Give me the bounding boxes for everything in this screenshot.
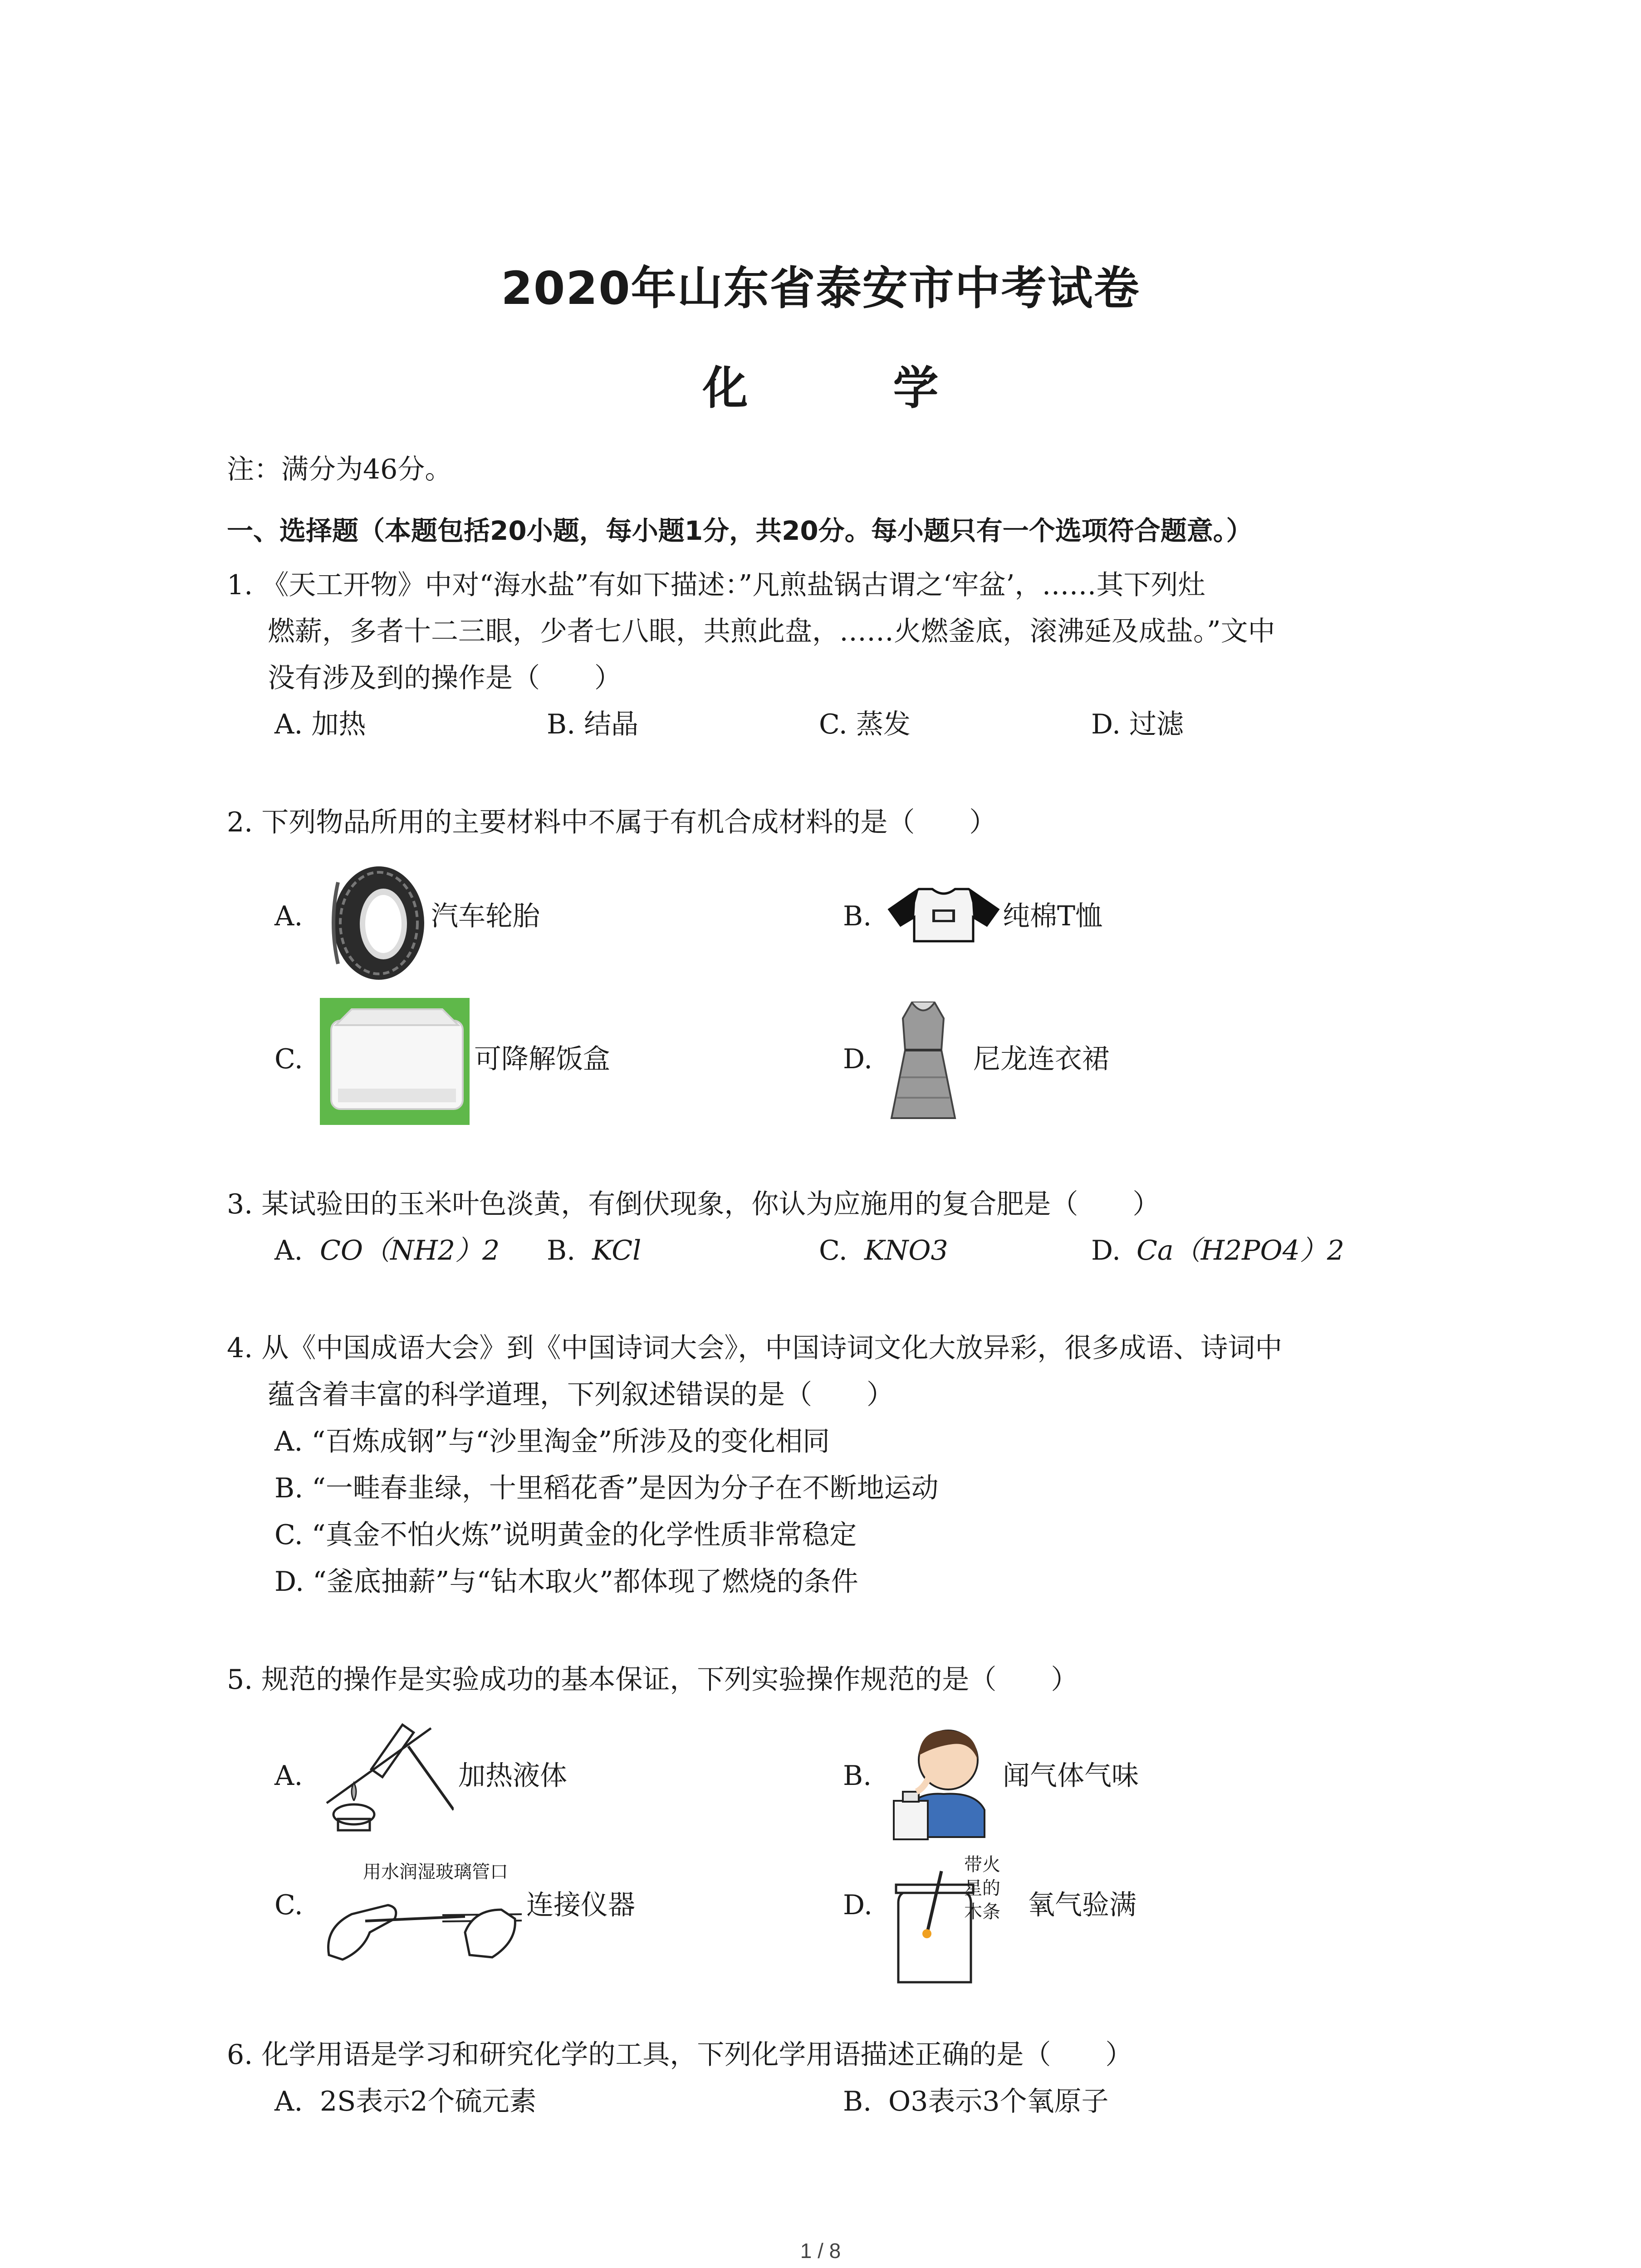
q3-option-a: CO（NH2）2 [320,1235,500,1266]
q5-letter-a: A. [274,1760,303,1792]
q1-line-3: 没有涉及到的操作是（ ） [268,662,622,694]
subject-title: 化 学 [702,362,989,415]
heating-liquid-image [318,1719,454,1833]
q6-option-a: 2S表示2个硫元素 [320,2086,537,2117]
q6-stem: 6. 化学用语是学习和研究化学的工具，下列化学用语描述正确的是（ ） [227,2039,1133,2071]
foam-box-image [320,998,470,1125]
q2-label-c: 可降解饭盒 [474,1043,610,1075]
q3-option-c: KNO3 [864,1235,948,1266]
q5-letter-c: C. [274,1889,303,1921]
q3-option-d: Ca（H2PO4）2 [1136,1235,1345,1266]
q5-caption-d [964,1853,1000,1924]
q5-caption-c: 用水润湿玻璃管口 [363,1862,508,1882]
caption-d-line-1: 带火 [964,1855,1000,1875]
q4-option-d: D. “釜底抽薪”与“钻木取火”都体现了燃烧的条件 [274,1566,858,1598]
connecting-apparatus-image [320,1878,524,1964]
q2-label-d: 尼龙连衣裙 [973,1043,1109,1075]
q2-letter-c: C. [274,1043,303,1075]
caption-d-line-3: 木条 [964,1902,1000,1922]
q3-letter-a: A. [274,1235,303,1266]
q5-label-c: 连接仪器 [526,1889,635,1921]
tire-image [320,864,429,982]
page-title: 2020年山东省泰安市中考试卷 [501,262,1140,315]
q6-letter-b: B. [843,2086,872,2117]
q5-stem: 5. 规范的操作是实验成功的基本保证，下列实验操作规范的是（ ） [227,1664,1078,1696]
q3-letter-d: D. [1091,1235,1121,1266]
q2-letter-a: A. [274,900,303,932]
q5-letter-b: B. [843,1760,872,1792]
score-note: 注：满分为46分。 [227,454,452,485]
q4-option-b: B. “一畦春韭绿，十里稻花香”是因为分子在不断地运动 [274,1472,939,1504]
tshirt-image [887,885,1000,943]
q3-letter-c: C. [819,1235,847,1266]
dress-image [887,1000,960,1123]
q5-label-b: 闻气体气味 [1003,1760,1139,1792]
q1-option-a: A. 加热 [274,709,366,740]
page-number: 1 / 8 [800,2239,841,2263]
q1-option-b: B. 结晶 [547,709,639,740]
q3-option-b: KCl [592,1235,642,1266]
q5-letter-d: D. [843,1889,873,1921]
q1-option-c: C. 蒸发 [819,709,911,740]
q1-option-d: D. 过滤 [1091,709,1184,740]
q4-line-1: 4. 从《中国成语大会》到《中国诗词大会》，中国诗词文化大放异彩，很多成语、诗词中 [227,1332,1283,1364]
q2-letter-d: D. [843,1043,873,1075]
q2-stem: 2. 下列物品所用的主要材料中不属于有机合成材料的是（ ） [227,807,997,838]
q6-option-b: O3表示3个氧原子 [888,2086,1109,2117]
section-heading: 一、选择题（本题包括20小题，每小题1分，共20分。每小题只有一个选项符合题意。） [227,515,1253,546]
caption-d-line-2: 星的 [964,1878,1000,1898]
q6-letter-a: A. [274,2086,303,2117]
smelling-gas-image [889,1719,998,1842]
q4-option-c: C. “真金不怕火炼”说明黄金的化学性质非常稳定 [274,1519,857,1551]
q1-line-2: 燃薪，多者十二三眼，少者七八眼，共煎此盘，……火燃釜底，滚沸延及成盐。”文中 [268,616,1275,647]
q4-line-2: 蕴含着丰富的科学道理，下列叙述错误的是（ ） [268,1379,894,1411]
q5-label-d: 氧气验满 [1028,1889,1136,1921]
q2-label-b: 纯棉T恤 [1003,900,1103,932]
q3-stem: 3. 某试验田的玉米叶色淡黄，有倒伏现象，你认为应施用的复合肥是（ ） [227,1188,1160,1220]
q4-option-a: A. “百炼成钢”与“沙里淘金”所涉及的变化相同 [274,1426,830,1457]
q3-letter-b: B. [547,1235,576,1266]
q1-line-1: 1. 《天工开物》中对“海水盐”有如下描述：”凡煎盐锅古谓之‘牢盆’，……其下列灶 [227,569,1205,601]
q5-label-a: 加热液体 [458,1760,567,1792]
q2-label-a: 汽车轮胎 [431,900,540,932]
q2-letter-b: B. [843,900,872,932]
